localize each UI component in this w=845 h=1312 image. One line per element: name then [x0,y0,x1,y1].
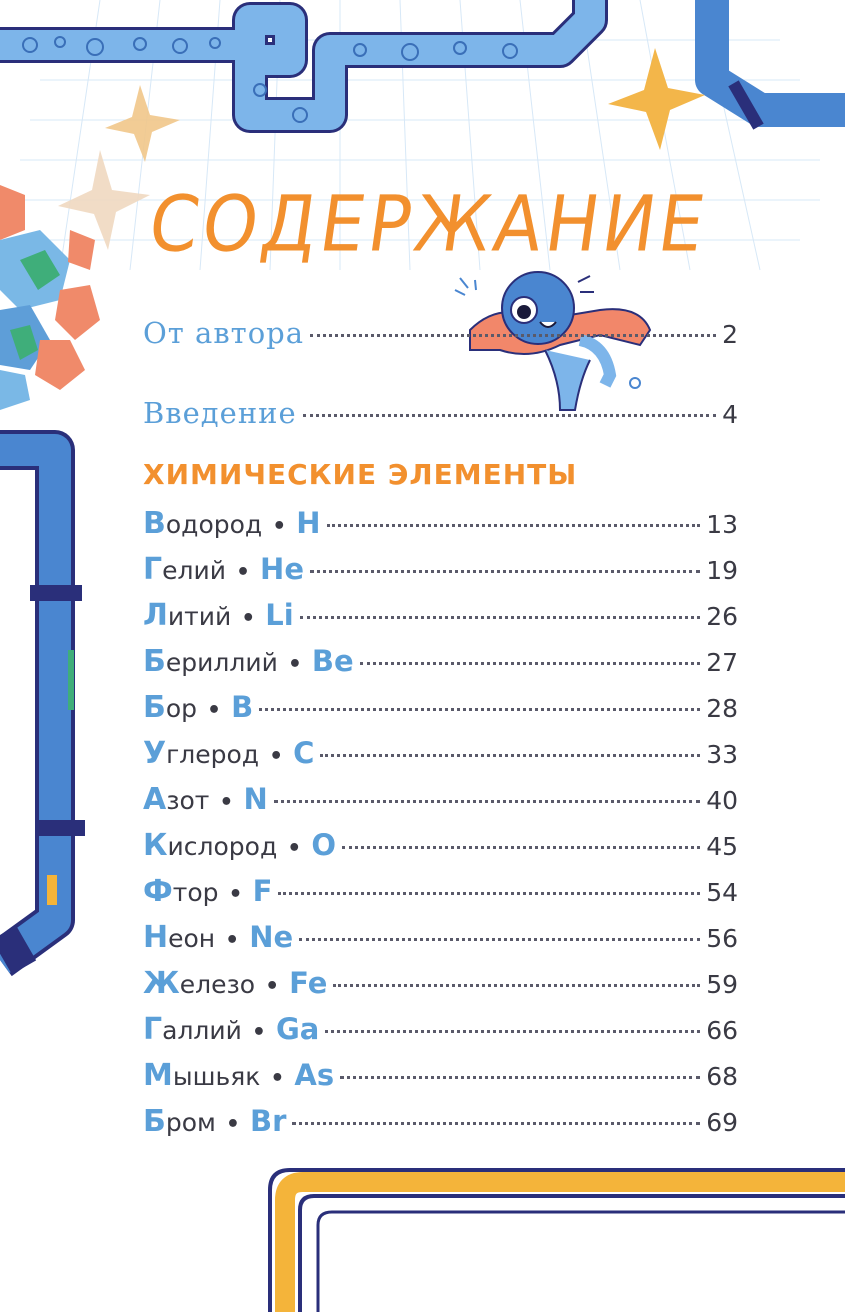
toc-label: Введение [143,396,297,430]
toc-row-element[interactable] [143,598,738,638]
separator-dot: • [219,790,234,815]
element-name-initial: Г [143,1012,163,1047]
toc-row-element[interactable] [143,552,738,592]
element-symbol: O [311,828,336,862]
element-symbol: Ga [275,1012,320,1046]
element-name-rest: глерод [166,740,260,769]
toc-row-element[interactable] [143,1058,738,1098]
toc-page-number: 59 [706,970,738,999]
separator-dot: • [287,836,302,861]
element-name [143,552,226,587]
separator-dot: • [241,606,256,631]
element-name-initial: Г [143,552,163,587]
toc-row-element[interactable] [143,506,738,546]
toc-page-number: 4 [722,400,738,429]
element-name [143,1104,216,1139]
toc-page-number: 27 [706,648,738,677]
element-symbol: Ne [249,920,294,954]
dot-leader [310,334,716,337]
element-name-rest: ислород [167,832,278,861]
toc-page-number: 13 [706,510,738,539]
dot-leader [340,1076,700,1079]
dot-leader [259,708,700,711]
element-symbol: N [243,782,268,816]
element-name-rest: елий [162,556,226,585]
element-name-rest: итий [167,602,232,631]
separator-dot: • [207,698,222,723]
section-heading: ХИМИЧЕСКИЕ ЭЛЕМЕНТЫ [143,458,578,491]
dot-leader [320,754,700,757]
toc-page-number: 54 [706,878,738,907]
bottom-pipe-frame [270,1170,845,1312]
element-name [143,506,262,541]
toc-row-introduction[interactable] [143,396,738,436]
element-name [143,598,231,633]
element-name-initial: М [143,1058,173,1093]
element-name [143,644,278,679]
element-name-initial: К [143,828,168,863]
toc-row-element[interactable] [143,736,738,776]
toc-page-number: 19 [706,556,738,585]
left-pipe [0,450,85,974]
element-name-rest: елезо [179,970,256,999]
element-symbol: B [231,690,254,724]
separator-dot: • [225,928,240,953]
element-name-initial: Н [143,920,169,955]
star-icon [608,48,705,150]
dot-leader [303,414,716,417]
separator-dot: • [265,974,280,999]
element-symbol: C [293,736,315,770]
element-name-rest: ром [165,1108,216,1137]
element-name [143,920,215,955]
dot-leader [300,616,700,619]
toc-row-author[interactable] [143,316,738,356]
toc-page-number: 45 [706,832,738,861]
element-name-initial: Ф [143,874,173,909]
element-symbol: F [252,874,273,908]
toc-row-element[interactable] [143,1104,738,1144]
element-name-rest: одород [165,510,263,539]
element-name-rest: ериллий [165,648,278,677]
toc-page-number: 28 [706,694,738,723]
toc-page-number: 68 [706,1062,738,1091]
element-name [143,690,197,725]
element-name-initial: Б [143,1104,166,1139]
toc-row-element[interactable] [143,920,738,960]
separator-dot: • [228,882,243,907]
element-name-initial: Б [143,690,166,725]
toc-row-element[interactable] [143,644,738,684]
toc-page-number: 2 [722,320,738,349]
element-name-rest: еон [168,924,216,953]
element-name-initial: В [143,506,166,541]
dot-leader [292,1122,700,1125]
element-name [143,874,219,909]
dot-leader [342,846,700,849]
element-name-rest: ор [165,694,198,723]
element-symbol: He [260,552,304,586]
top-right-pipe [712,0,845,130]
element-symbol: Be [311,644,354,678]
element-name [143,736,259,771]
separator-dot: • [269,744,284,769]
element-name [143,1012,242,1047]
toc-page-number: 56 [706,924,738,953]
dot-leader [278,892,700,895]
toc-row-element[interactable] [143,690,738,730]
element-name [143,782,209,817]
separator-dot: • [287,652,302,677]
top-pipe [0,0,590,122]
toc-row-element[interactable] [143,874,738,914]
toc-row-element[interactable] [143,782,738,822]
dot-leader [310,570,700,573]
separator-dot: • [270,1066,285,1091]
toc-page-number: 26 [706,602,738,631]
dot-leader [333,984,700,987]
left-crystal-cluster [0,185,100,410]
element-name-rest: ышьяк [172,1062,261,1091]
toc-label: От автора [143,316,305,350]
dot-leader [360,662,701,665]
element-symbol: Li [265,598,294,632]
element-name [143,1058,260,1093]
toc-row-element[interactable] [143,1012,738,1052]
separator-dot: • [272,514,287,539]
dot-leader [299,938,700,941]
element-name-initial: У [143,736,167,771]
element-symbol: Fe [289,966,328,1000]
element-name-initial: А [143,782,167,817]
element-name [143,966,255,1001]
element-symbol: H [296,506,321,540]
star-icon [105,85,180,162]
separator-dot: • [235,560,251,585]
toc-row-element[interactable] [143,966,738,1006]
element-name [143,828,277,863]
element-name-rest: тор [172,878,219,907]
element-name-rest: зот [166,786,210,815]
toc-page-number: 33 [706,740,738,769]
element-name-initial: Б [143,644,166,679]
dot-leader [274,800,700,803]
toc-page-number: 40 [706,786,738,815]
separator-dot: • [225,1112,240,1137]
element-symbol: Br [249,1104,287,1138]
toc-row-element[interactable] [143,828,738,868]
element-name-initial: Л [143,598,168,633]
element-name-rest: аллий [162,1016,242,1045]
toc-page-number: 69 [706,1108,738,1137]
page-title: СОДЕРЖАНИЕ [143,178,714,270]
dot-leader [325,1030,700,1033]
element-name-initial: Ж [143,966,180,1001]
separator-dot: • [251,1020,266,1045]
dot-leader [327,524,701,527]
toc-page-number: 66 [706,1016,738,1045]
element-symbol: As [294,1058,335,1092]
